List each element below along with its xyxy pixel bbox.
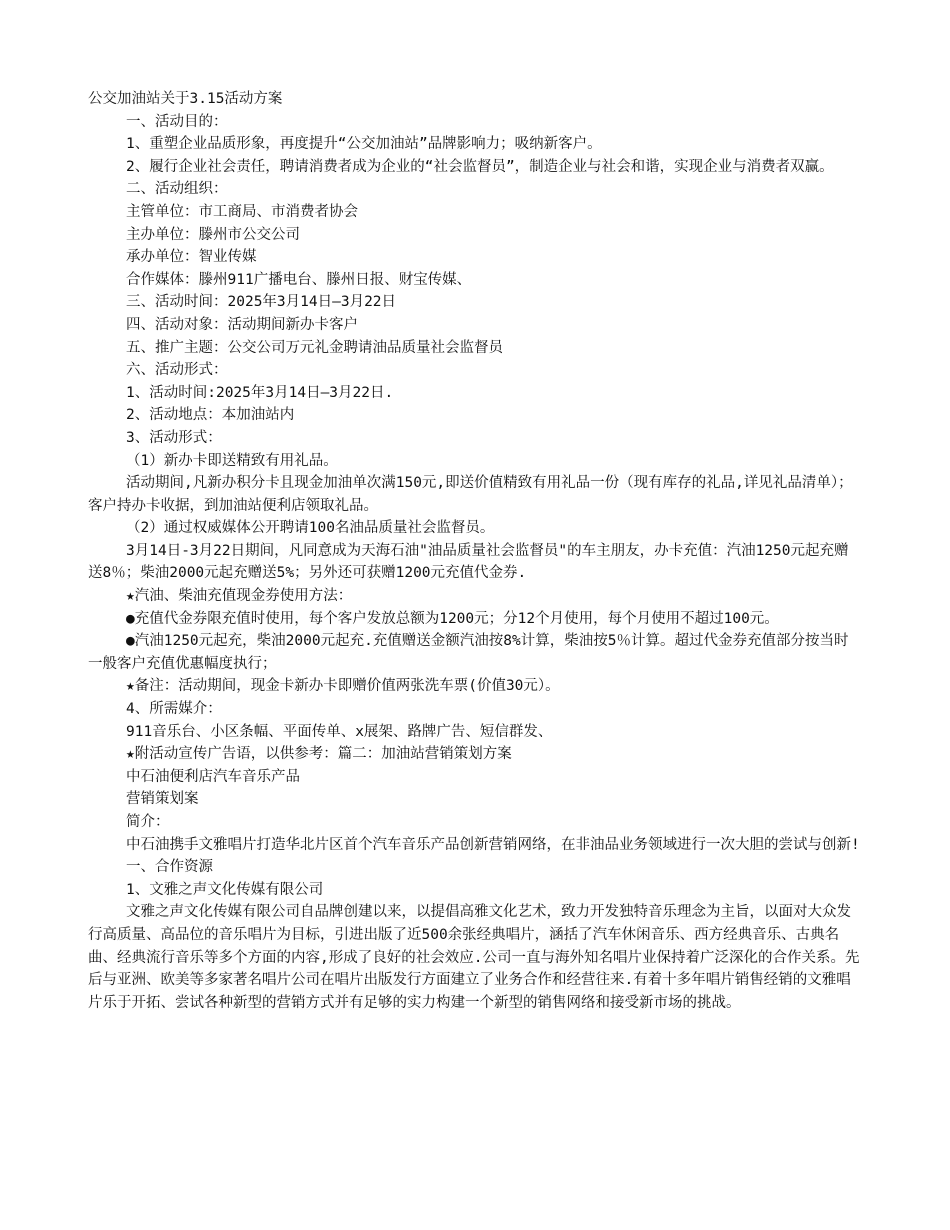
paragraph: 简介：: [126, 814, 170, 830]
paragraph: ●充值代金券限充值时使用，每个客户发放总额为1200元；分12个月使用，每个月使用不超过100元。: [126, 610, 779, 627]
paragraph: ★备注：活动期间，现金卡新办卡即赠价值两张洗车票(价值30元）。: [126, 678, 560, 695]
paragraph: 1、文雅之声文化传媒有限公司: [126, 881, 324, 898]
paragraph: （1）新办卡即送精致有用礼品。: [126, 452, 338, 469]
paragraph: 3、活动形式：: [126, 429, 222, 446]
paragraph: 2、履行企业社会责任，聘请消费者成为企业的“社会监督员”，制造企业与社会和谐，实现企业与消费者双赢。: [126, 158, 834, 175]
section-heading: 三、活动时间：2025年3月14日—3月22日: [126, 294, 397, 311]
document-body: [88, 88, 862, 1014]
paragraph: 主管单位：市工商局、市消费者协会: [126, 203, 358, 220]
paragraph: 1、重塑企业品质形象，再度提升“公交加油站”品牌影响力；吸纳新客户。: [126, 136, 602, 153]
paragraph: 承办单位：智业传媒: [126, 249, 257, 266]
paragraph: 中石油携手文雅唱片打造华北片区首个汽车音乐产品创新营销网络，在非油品业务领域进行一次大胆的尝试与创新!: [126, 836, 860, 853]
paragraph: 合作媒体：滕州911广播电台、滕州日报、财宝传媒、: [126, 271, 472, 288]
paragraph: 主办单位：滕州市公交公司: [126, 226, 300, 243]
document-title: 公交加油站关于3.15活动方案: [88, 91, 283, 107]
section-heading: 一、合作资源: [126, 859, 213, 876]
paragraph: ★汽油、柴油充值现金券使用方法：: [126, 588, 353, 605]
paragraph: 4、所需媒介：: [126, 701, 222, 718]
section-heading: 二、活动组织：: [126, 181, 228, 198]
paragraph: （2）通过权威媒体公开聘请100名油品质量社会监督员。: [126, 520, 495, 537]
paragraph: 3月14日-3月22日期间，凡同意成为天海石油"油品质量社会监督员"的车主朋友，办卡充值：汽油1250元起充赠送8％；柴油2000元起充赠送5%；另外还可获赠1200元充值代金券.: [88, 542, 849, 582]
section-heading: 四、活动对象：活动期间新办卡客户: [126, 316, 358, 333]
paragraph: ★附活动宣传广告语，以供参考：篇二：加油站营销策划方案: [126, 746, 512, 763]
paragraph: 文雅之声文化传媒有限公司自品牌创建以来，以提倡高雅文化艺术，致力开发独特音乐理念为主旨，以面对大众发行高质量、高品位的音乐唱片为目标，引进出版了近500余张经典唱片，涵括了汽车休闲音乐、西方经典音乐、古典名曲、经典流行音乐等多个方面的内容,形成了良好的社会效应.公司一直与海外知名唱片业保持着广泛深化的合作关系。先后与亚洲、欧美等多家著名唱片公司在唱片出版发行方面建立了业务合作和经营往来.有着十多年唱片销售经销的文雅唱片乐于开拓、尝试各种新型的营销方式并有足够的实力构建一个新型的销售网络和接受新市场的挑战。: [88, 904, 860, 1011]
paragraph: 营销策划案: [126, 791, 199, 808]
paragraph: 中石油便利店汽车音乐产品: [126, 768, 300, 785]
paragraph: 1、活动时间:2025年3月14日—3月22日.: [126, 384, 394, 401]
paragraph: 911音乐台、小区条幅、平面传单、x展架、路牌广告、短信群发、: [126, 723, 553, 740]
paragraph: 2、活动地点：本加油站内: [126, 407, 295, 424]
section-heading: 五、推广主题：公交公司万元礼金聘请油品质量社会监督员: [126, 339, 503, 356]
paragraph: 活动期间,凡新办积分卡且现金加油单次满150元,即送价值精致有用礼品一份（现有库存的礼品,详见礼品清单）；客户持办卡收据，到加油站便利店领取礼品。: [88, 475, 853, 514]
section-heading: 一、活动目的：: [126, 113, 228, 130]
paragraph: ●汽油1250元起充，柴油2000元起充.充值赠送金额汽油按8%计算，柴油按5％计算。超过代金券充值部分按当时一般客户充值优惠幅度执行；: [88, 633, 849, 672]
section-heading: 六、活动形式：: [126, 362, 228, 379]
